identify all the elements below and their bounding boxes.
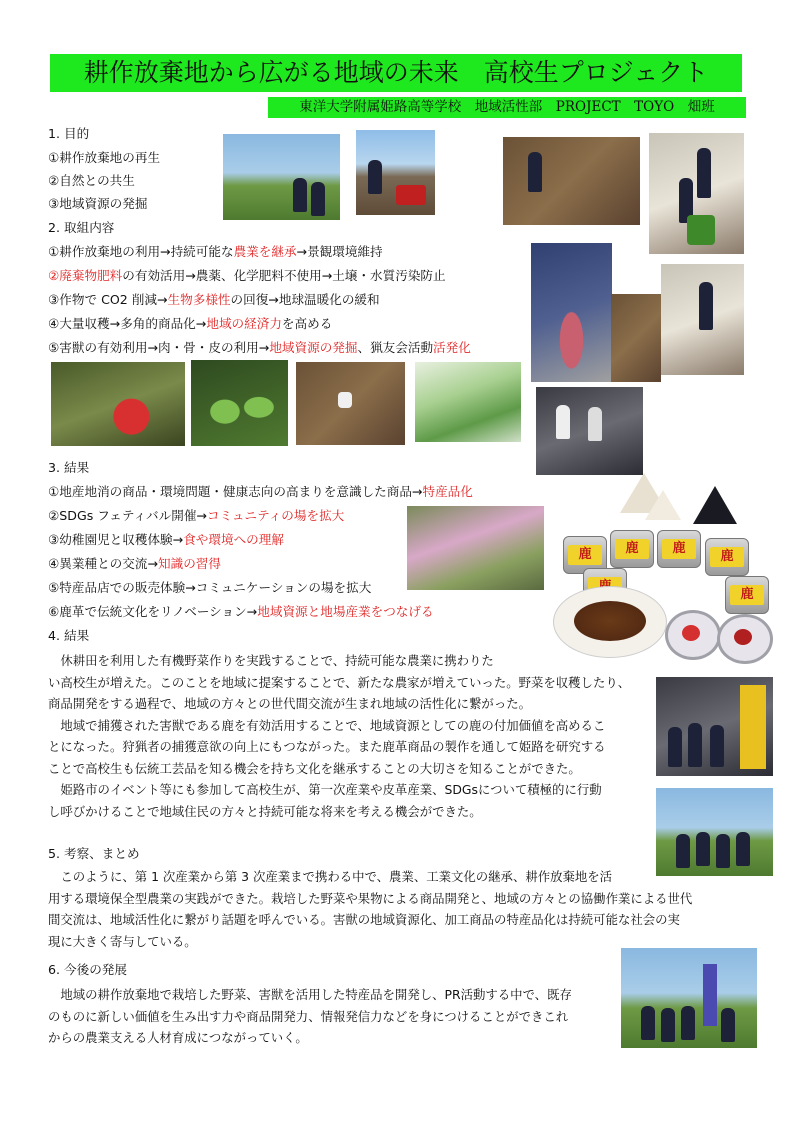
s4-line: 商品開発をする過程で、地域の方々との世代間交流が生まれ地域の活性化に繋がった。	[48, 696, 531, 711]
photo-leafy-greens	[415, 362, 521, 442]
result-3-emphasis: 食や環境への理解	[183, 532, 284, 547]
photo-field-work	[223, 134, 340, 220]
result-2-text: ②SDGs フェティバル開催→	[48, 508, 207, 523]
deer-can: 鹿	[610, 530, 654, 568]
jam-jar-1	[665, 610, 721, 660]
result-line-2	[48, 508, 344, 524]
result-1-text: ①地産地消の商品・環境問題・健康志向の高まりを意識した商品→	[48, 484, 423, 499]
s6-line: のものに新しい価値を生み出す力や商品開発力、情報発信力などを身につけることができこれ	[48, 1008, 569, 1024]
photo-spreading	[661, 264, 744, 375]
result-3-text: ③幼稚園児と収穫体験→	[48, 532, 184, 547]
activity-5-text-c: 、猟友会活動	[357, 340, 434, 355]
s4-line: 休耕田を利用した有機野菜作りを実践することで、持続可能な農業に携わりた	[48, 653, 494, 668]
activity-5-emphasis-2: 活発化	[433, 340, 471, 355]
deer-can: 鹿	[563, 536, 607, 574]
section4-heading: 4. 結果	[48, 628, 90, 643]
photo-cooking	[536, 387, 643, 475]
deer-can: 鹿	[657, 530, 701, 568]
section5-heading: 5. 考察、まとめ	[48, 846, 140, 861]
result-line-5: ⑤特産品店での販売体験→コミュニケーションの場を拡大	[48, 580, 372, 595]
activity-line-5	[48, 340, 471, 356]
section5-paragraph	[48, 866, 748, 952]
product-display	[545, 468, 773, 664]
s4-line: 地域で捕獲された害獣である鹿を有効活用することで、地域資源としての鹿の付加価値を高めるこ	[48, 717, 606, 733]
result-2-emphasis: コミュニティの場を拡大	[206, 508, 345, 523]
activity-3-emphasis: 生物多様性	[167, 292, 231, 307]
s4-line: とになった。狩猟者の捕獲意欲の向上にもつながった。また鹿革商品の製作を通して姫路を研究する	[48, 739, 606, 754]
photo-butchering	[531, 243, 612, 382]
photo-vegetables	[191, 360, 288, 446]
photo-digging	[503, 137, 640, 225]
section2-heading: 2. 取組内容	[48, 220, 115, 235]
result-line-3	[48, 532, 284, 548]
s5-line: 間交流は、地域活性化に繋がり話題を呼んでいる。害獣の地域資源化、加工商品の特産品化は持続可能な社会の実	[48, 912, 680, 927]
stewed-meat	[574, 601, 646, 641]
s5-line: 用する環境保全型農業の実践ができた。栽培した野菜や果物による商品開発と、地域の方々との協働作業による世代	[48, 890, 693, 906]
activity-3-text-c: の回復→地球温暖化の緩和	[230, 292, 380, 307]
activity-2-text-c: の有効活用→農薬、化学肥料不使用→土壌・水質汚染防止	[122, 268, 446, 283]
result-6-emphasis: 地域資源と地場産業をつなげる	[257, 604, 434, 619]
photo-strawberry	[51, 362, 185, 446]
activity-1-text-a: ①耕作放棄地の利用→持続可能な	[48, 244, 234, 259]
activity-3-text-a: ③作物で CO2 削減→	[48, 292, 168, 307]
poster-title: 耕作放棄地から広がる地域の未来 高校生プロジェクト	[50, 54, 742, 92]
purpose-item-1: ①耕作放棄地の再生	[48, 150, 161, 165]
purpose-item-3: ③地域資源の発掘	[48, 196, 148, 211]
jam-jar-2	[717, 614, 773, 664]
result-line-1	[48, 484, 473, 500]
photo-group-field	[656, 788, 773, 876]
leather-piece-2	[693, 486, 737, 524]
activity-line-1	[48, 244, 383, 260]
result-4-emphasis: 知識の習得	[158, 556, 221, 571]
s5-line: このように、第 1 次産業から第 3 次産業まで携わる中で、農業、工業文化の継承、耕作放棄地を活	[48, 869, 613, 884]
section3-heading: 3. 結果	[48, 460, 90, 475]
result-line-4	[48, 556, 221, 572]
photo-fertilizer	[611, 294, 661, 382]
activity-2-num: ②	[48, 268, 60, 283]
s6-line: 地域の耕作放棄地で栽培した野菜、害獣を活用した特産品を開発し、PR活動する中で、既存	[48, 987, 572, 1002]
result-line-6	[48, 604, 434, 620]
s4-line: ことで高校生も伝統工芸品を知る機会を持ち文化を継承することの大切さを知ることができた。	[48, 760, 581, 776]
photo-event-booth	[656, 677, 773, 776]
result-4-text: ④異業種との交流→	[48, 556, 158, 571]
section6-paragraph	[48, 984, 618, 1049]
activity-1-emphasis: 農業を継承	[233, 244, 297, 259]
deer-can: 鹿	[725, 576, 769, 614]
section4-paragraphs	[48, 650, 648, 822]
activity-1-text-c: →景観環境維持	[296, 244, 383, 259]
activity-4-text-c: を高める	[281, 316, 333, 331]
photo-students-compost	[649, 133, 744, 254]
section1-heading: 1. 目的	[48, 126, 90, 141]
section6-heading: 6. 今後の発展	[48, 962, 127, 977]
activity-line-2	[48, 268, 446, 284]
deer-can: 鹿	[705, 538, 749, 576]
dish-plate	[553, 586, 667, 658]
s4-line: し呼びかけることで地域住民の方々と持続可能な将来を考える機会ができた。	[48, 803, 482, 819]
photo-kindergarten-harvest	[407, 506, 544, 590]
activity-4-text-a: ④大量収穫→多角的商品化→	[48, 316, 207, 331]
s4-line: い高校生が増えた。このことを地域に提案することで、新たな農家が増えていった。野菜を収穫したり、	[48, 674, 631, 690]
activity-5-text-a: ⑤害獣の有効利用→肉・骨・皮の利用→	[48, 340, 270, 355]
activity-line-3	[48, 292, 380, 308]
s5-line: 現に大きく寄与している。	[48, 933, 197, 949]
photo-group-banner	[621, 948, 757, 1048]
result-1-emphasis: 特産品化	[422, 484, 473, 499]
photo-tiller	[356, 130, 435, 215]
s6-line: からの農業支える人材育成につながっていく。	[48, 1030, 308, 1045]
leather-piece-3	[645, 490, 681, 520]
activity-2-emphasis: 廃棄物肥料	[59, 268, 123, 283]
activity-line-4	[48, 316, 332, 332]
purpose-item-2: ②自然との共生	[48, 173, 135, 188]
result-6-text: ⑥鹿革で伝統文化をリノベーション→	[48, 604, 258, 619]
activity-4-emphasis: 地域の経済力	[206, 316, 282, 331]
school-subtitle: 東洋大学附属姫路高等学校 地域活性部 PROJECT TOYO 畑班	[268, 97, 746, 118]
s4-line: 姫路市のイベント等にも参加して高校生が、第一次産業や皮革産業、SDGsについて積極的に行動	[48, 782, 602, 797]
activity-5-emphasis-1: 地域資源の発掘	[269, 340, 358, 355]
photo-harvest-hand	[296, 362, 405, 445]
